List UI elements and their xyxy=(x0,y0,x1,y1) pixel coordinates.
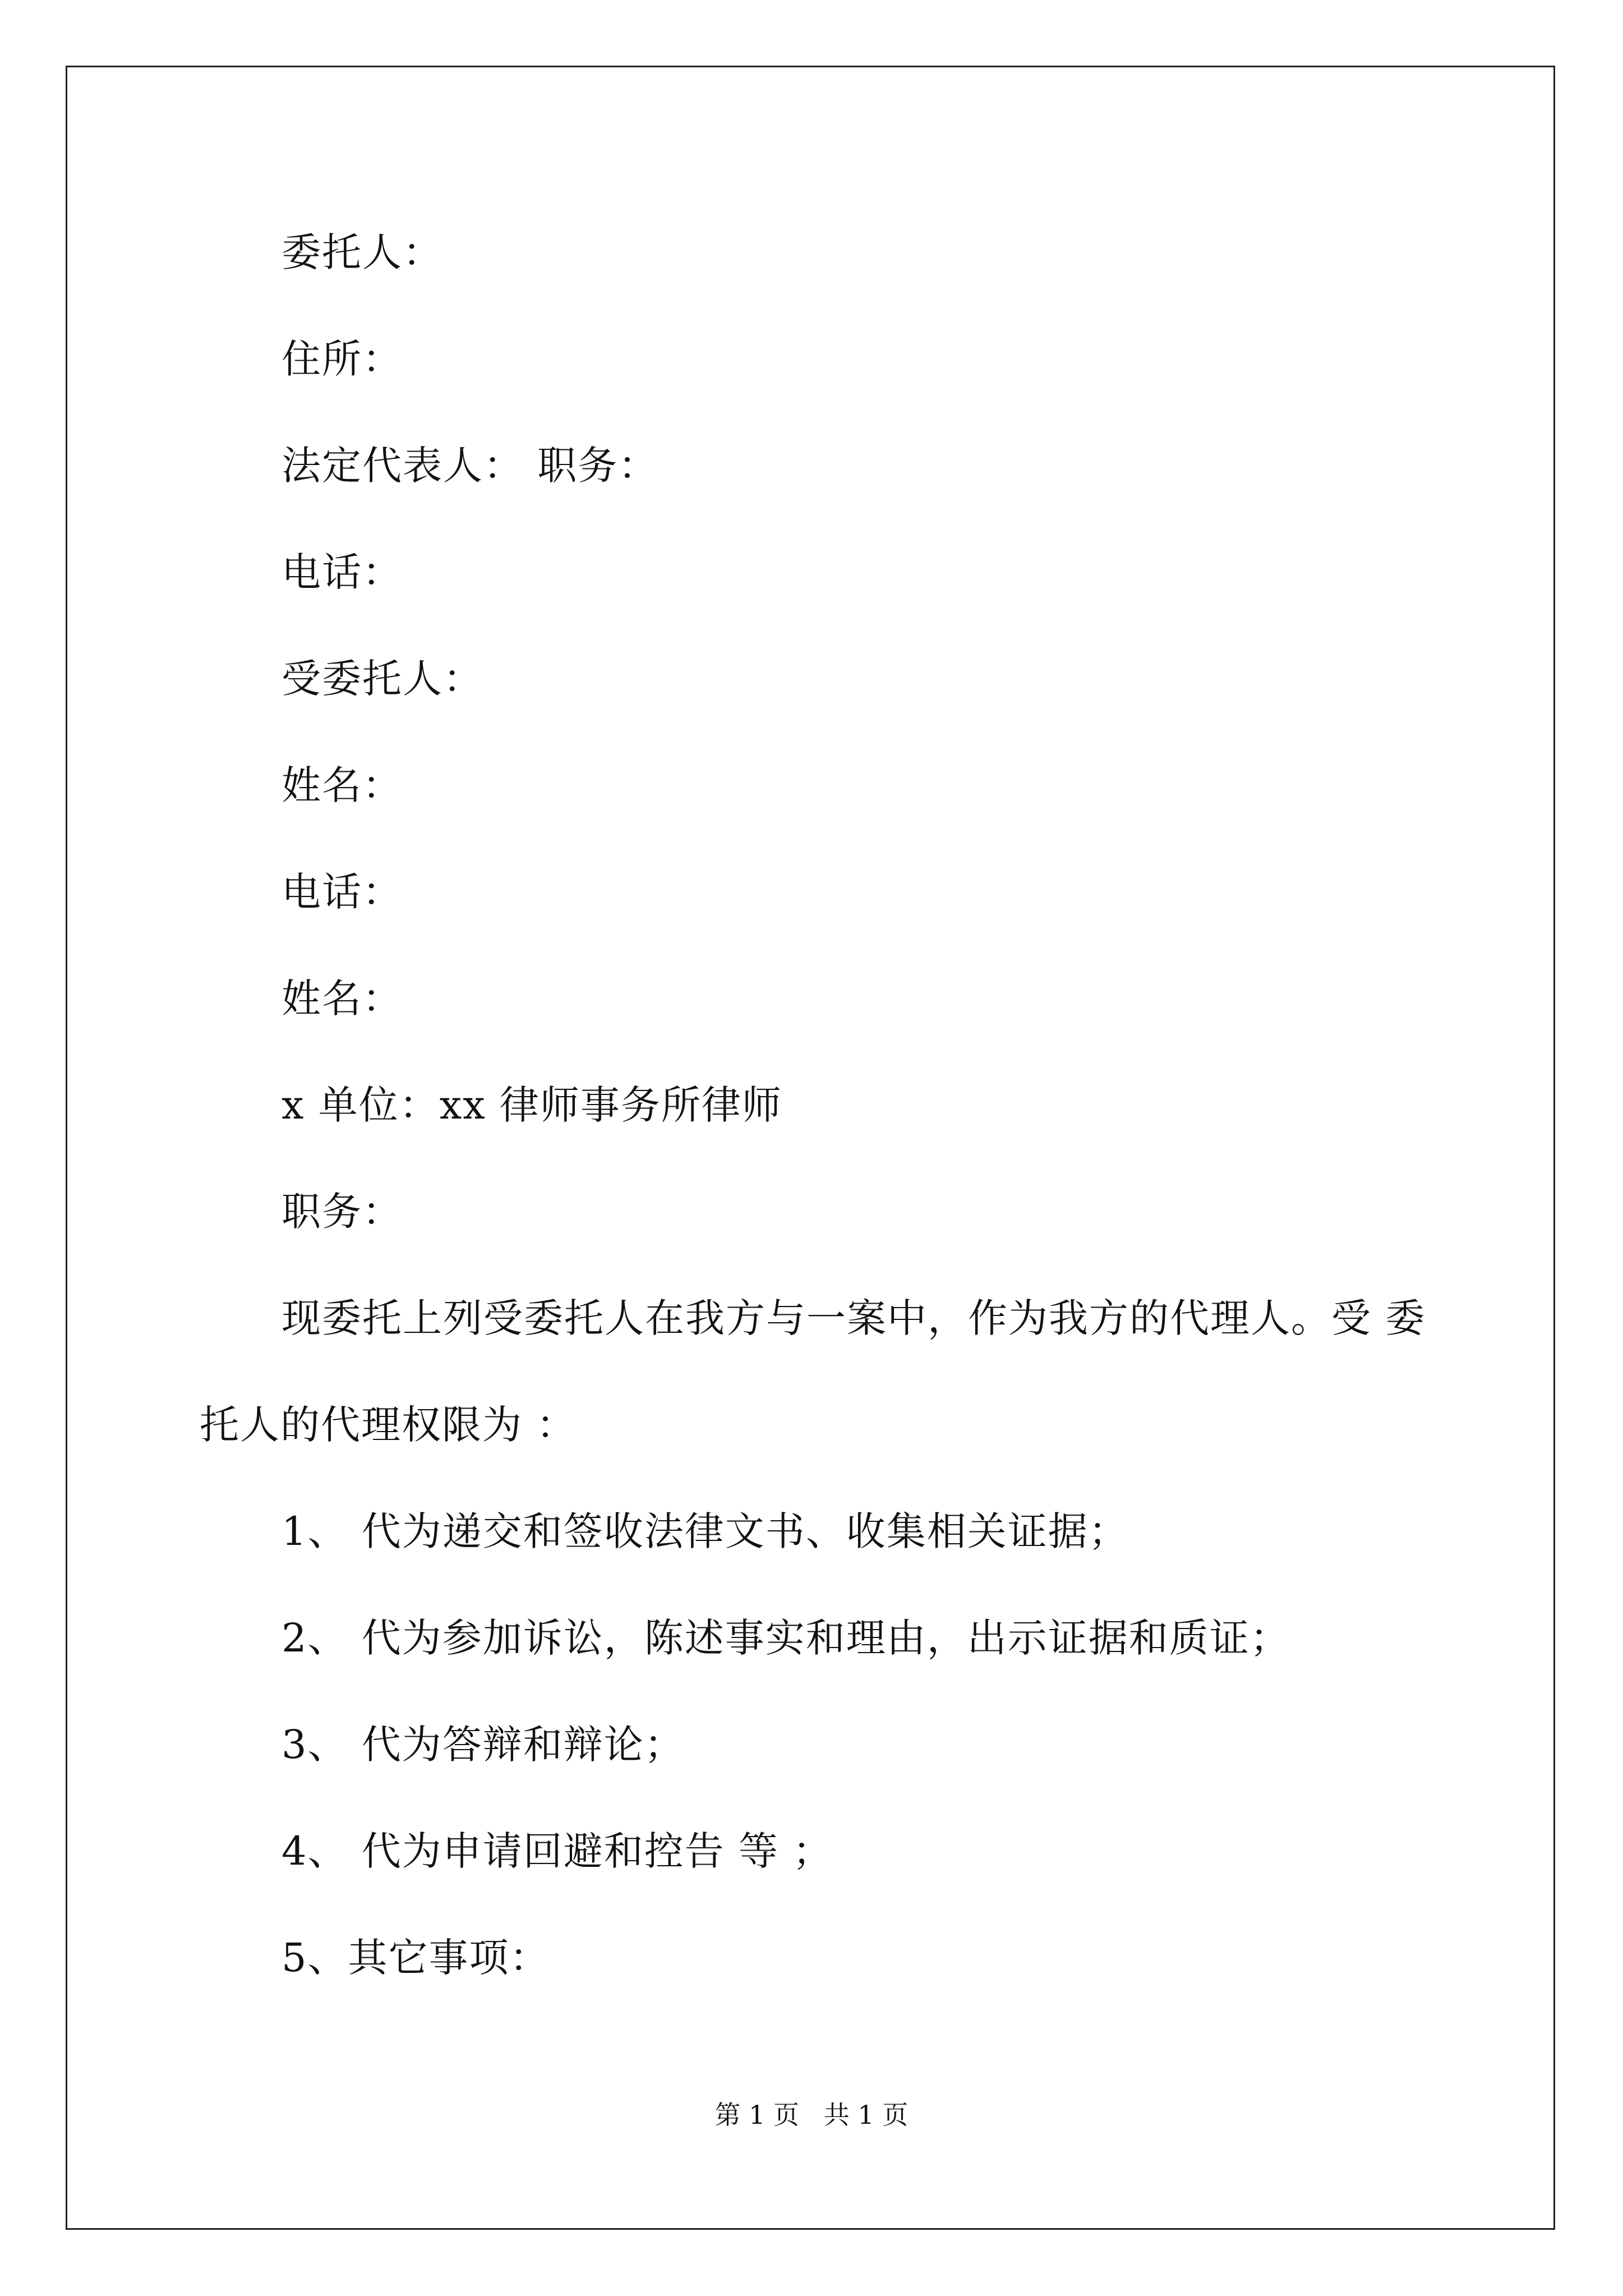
authority-item-2: 2、 代为参加诉讼，陈述事实和理由，出示证据和质证； xyxy=(282,1615,1290,1661)
name-label-2: 姓名： xyxy=(282,976,403,1022)
phone-label: 电话： xyxy=(282,549,403,595)
entrustment-paragraph-line-2: 托人的代理权限为 ： xyxy=(200,1402,577,1448)
address-label: 住所： xyxy=(282,336,403,382)
authority-item-1: 1、 代为递交和签收法律文书、收集相关证据； xyxy=(282,1508,1129,1554)
page-footer: 第 1 页 共 1 页 xyxy=(714,2100,909,2130)
entrustment-paragraph-line-1: 现委托上列受委托人在我方与一案中，作为我方的代理人。受 委 xyxy=(282,1295,1426,1341)
work-unit-line: x 单位：xx 律师事务所律师 xyxy=(282,1082,782,1128)
phone-label-2: 电话： xyxy=(282,869,403,915)
authority-item-3: 3、 代为答辩和辩论； xyxy=(282,1722,685,1768)
agent-label: 受委托人： xyxy=(282,656,483,702)
name-label-1: 姓名： xyxy=(282,762,403,808)
position-label: 职务： xyxy=(282,1189,403,1235)
principal-label: 委托人： xyxy=(282,229,443,275)
authority-item-4: 4、 代为申请回避和控告 等 ； xyxy=(282,1828,833,1874)
legal-representative-label: 法定代表人： 职务： xyxy=(282,443,659,489)
page-border xyxy=(66,66,1555,2230)
authority-item-5: 5、其它事项： xyxy=(282,1935,550,1981)
